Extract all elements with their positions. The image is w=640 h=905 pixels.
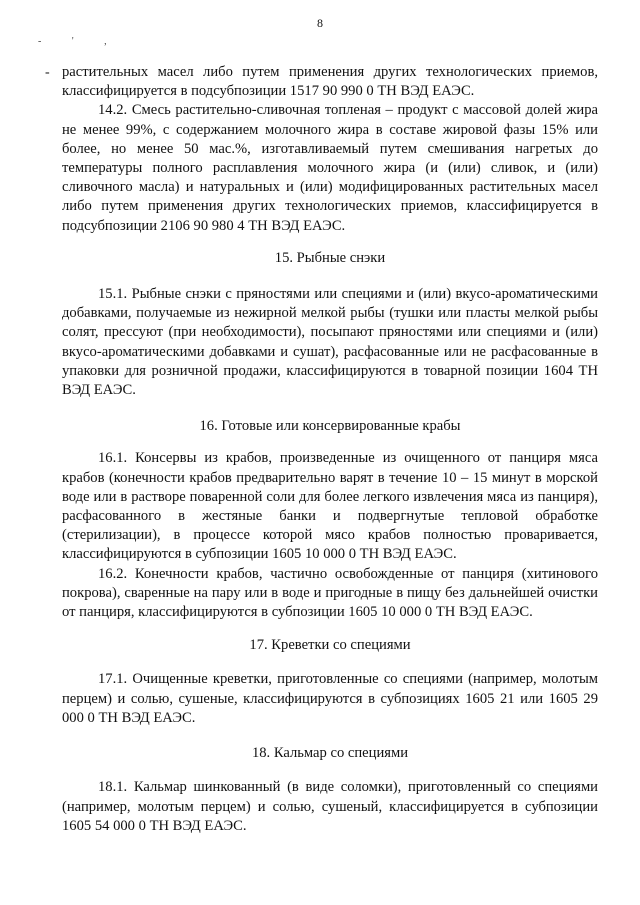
section-heading-15: 15. Рыбные снэки: [274, 249, 386, 266]
paragraph-16-2: 16.2. Конечности крабов, частично освобожденные от панциря (хитинового покрова), сваренные на пару или в воде и пригодные в пищу без дальнейшей очистки от панциря, классифицируются в субпозиции 1605 10 000 0 ТН ВЭД ЕАЭС.: [62, 565, 598, 621]
section-heading-17: 17. Креветки со специями: [249, 637, 411, 654]
section-heading-18: 18. Кальмар со специями: [251, 745, 409, 762]
paragraph-continued: растительных масел либо путем применения других технологических приемов, классифицируется в подсубпозиции 1517 90 990 0 ТН ВЭД ЕАЭС.: [62, 64, 598, 100]
section-heading-16: 16. Готовые или консервированные крабы: [199, 418, 461, 435]
paragraph-16-1: 16.1. Консервы из крабов, произведенные из очищенного от панциря мяса крабов (конечности крабов предварительно варят в течение 10 – 15 минут в морской воде или в растворе поваренной соли для более легкого извлечения мяса из панциря), расфасованного в жестяные банки и подвергнутые тепловой обработке (стерилизации), в процессе которой мясо крабов полностью проваривается, классифицируются в субпозиции 1605 10 000 0 ТН ВЭД ЕАЭС.: [62, 450, 598, 563]
continued-paragraph-wrapper: [45, 63, 598, 101]
page-number: 8: [317, 16, 323, 30]
scan-specks: - ' ,: [38, 36, 121, 47]
paragraph-14-2: 14.2. Смесь растительно-сливочная топленая – продукт с массовой долей жира не менее 99%, с содержанием молочного жира в составе жировой фазы 15% или более, но менее 50 мас.%, изготавливаемый путем смешивания нагретых до температуры полного расплавления молочного жира (и (или) сливок, и (или) сливочного масла) и натуральных и (или) модифицированных растительных масел либо путем применения других технологических приемов, классифицируется в подсубпозиции 2106 90 980 4 ТН ВЭД ЕАЭС.: [62, 102, 598, 234]
paragraph-17-1: 17.1. Очищенные креветки, приготовленные со специями (например, молотым перцем) и солью, сушеные, классифицируются в субпозициях 1605 21 или 1605 29 000 0 ТН ВЭД ЕАЭС.: [62, 671, 598, 726]
paragraph-15-1: 15.1. Рыбные снэки с пряностями или специями и (или) вкусо-ароматическими добавками, получаемые из нежирной мелкой рыбы (тушки или пласты мелкой рыбы солят, прессуют (при необходимости), посыпают пряностями или специями и (или) вкусо-ароматическими добавками и сушат), расфасованные или не расфасованные в упаковки для розничной продажи, классифицируются в товарной позиции 1604 ТН ВЭД ЕАЭС.: [62, 286, 598, 399]
margin-bullet: -: [45, 65, 50, 80]
paragraph-18-1: 18.1. Кальмар шинкованный (в виде соломки), приготовленный со специями (например, молотым перцем) и солью, сушеный, классифицируется в субпозиции 1605 54 000 0 ТН ВЭД ЕАЭС.: [62, 779, 598, 834]
document-body: [45, 63, 598, 836]
